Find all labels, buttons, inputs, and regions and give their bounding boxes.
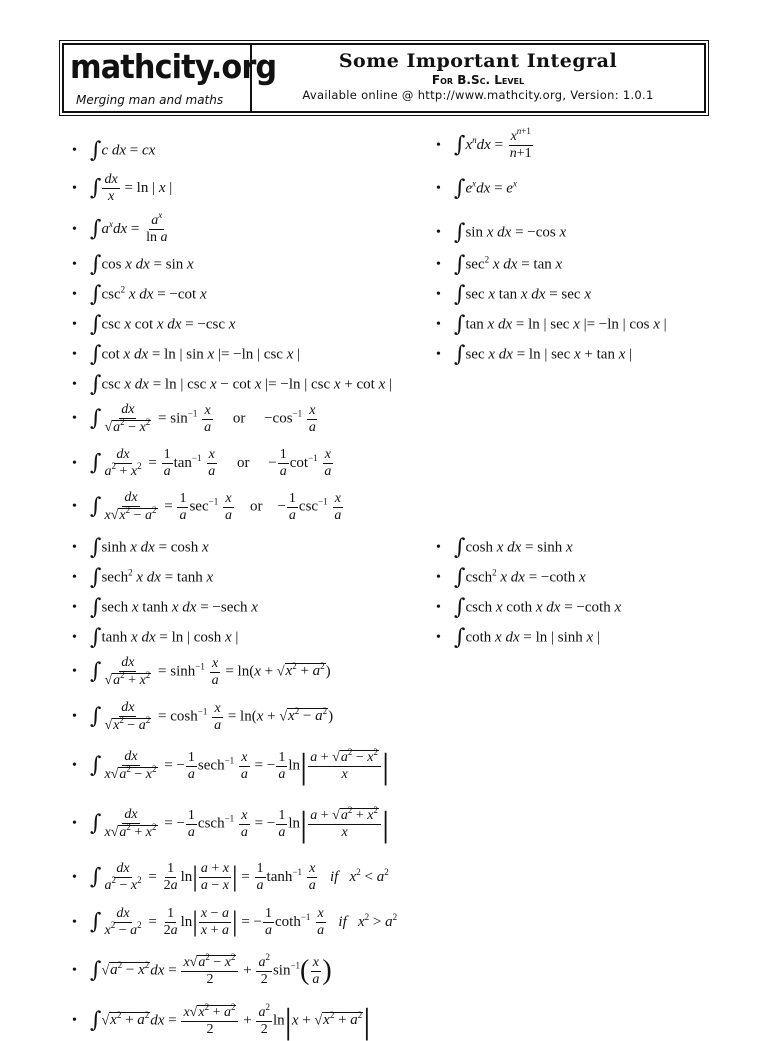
document-header <box>62 43 706 113</box>
formula-item: • ∫coth x dx = ln | sinh x | <box>436 625 600 650</box>
formula-item: • ∫cos x dx = sin x <box>72 252 194 277</box>
title-box <box>252 45 704 111</box>
formula-item: • ∫sech$^2$ x dx = tanh x <box>72 565 214 590</box>
formula-item: • ∫ $\frac{dx}{a^2 + x^2}$ = $\frac{1}{a}$ $\tan^{-1}$ $\frac{x}{a}$ or − $\frac{1}{a}$ $\cot^{-1}$ $\frac{x}{a}$ <box>72 447 332 479</box>
formula-item: • ∫cot x dx = ln | sin x |= −ln | csc x | <box>72 342 301 367</box>
formula-item: • ∫c dx = cx <box>72 138 156 163</box>
formula-item: • ∫csch x coth x dx = −coth x <box>436 595 622 620</box>
formula-item: • ∫ $\frac{dx}{x^2 - a^2}$ = $\frac{1}{2a}$ ln| $\frac{x - a}{x + a}$ | = − $\frac{1}{a}$ coth$^{-1}$ $\frac{x}{a}$ if $x^2 > a^2$ <box>72 906 398 938</box>
formula-item: • ∫sec x tan x dx = sec x <box>436 282 591 307</box>
formula-item: • ∫ $\frac{dx}{√x^2 - a^2}$ = $\cosh^{-1}$ $\frac{x}{a}$ = $\ln(x + √x^2 - a^2)$ <box>72 700 334 733</box>
formula-item: • ∫ $\frac{dx}{x√a^2 + x^2}$ = − $\frac{1}{a}$ csch$^{-1}$ $\frac{x}{a}$ = − $\frac{1}{a}$ ln| $\frac{a + √a^2 + x^2}{x}$ | <box>72 803 390 844</box>
formula-item: • $\int a^xdx$ = $\frac{a^x}{\text{ln a}}$ <box>72 210 168 245</box>
site-logo: mathcity.org <box>70 47 277 86</box>
formula-item: • ∫ $\frac{dx}{a^2 - x^2}$ = $\frac{1}{2a}$ ln| $\frac{a + x}{a - x}$ | = $\frac{1}{a}$ $\tanh^{-1}$ $\frac{x}{a}$ if $x^2 < a^2$ <box>72 861 389 893</box>
formula-item: • ∫ $\frac{dx}{√a^2 + x^2}$ = $\sinh^{-1}$ $\frac{x}{a}$ = $\ln(x + √x^2 + a^2)$ <box>72 655 331 688</box>
formula-item: • ∫csc x cot x dx = −csc x <box>72 312 236 337</box>
formula-item: • ∫sin x dx = −cos x <box>436 220 567 245</box>
formula-item: • ∫sinh x dx = cosh x <box>72 535 209 560</box>
tagline: Merging man and maths <box>76 93 224 107</box>
formula-item: • ∫csc x dx = ln | csc x − cot x |= −ln | csc x + cot x | <box>72 372 393 397</box>
formula-item: • $\int√x^2 + a^2dx$ = $\frac{x√x^2 + a^2}{2}$ + $\frac{a^2}{2}$ $\ln|x + √x^2 + a^2|$ <box>72 1000 371 1041</box>
document-title: Some Important Integral <box>338 50 618 72</box>
formula-item: • ∫sec x dx = ln | sec x + tan x | <box>436 342 633 367</box>
formula-item: • ∫ $\frac{dx}{x}$ = ln | x | <box>72 172 173 204</box>
formula-item: • $\int\sec^2$ x dx = tan x <box>436 252 563 277</box>
formula-item: • $\int x^ndx$ = $\frac{x^{n+1}}{n+1}$ <box>436 126 532 161</box>
formula-item: • ∫cosh x dx = sinh x <box>436 535 573 560</box>
logo-box <box>64 45 277 111</box>
formula-item: • ∫ $\frac{dx}{x√a^2 - x^2}$ = − $\frac{1}{a}$ sech$^{-1}$ $\frac{x}{a}$ = − $\frac{1}{a}$ ln| $\frac{a + √a^2 - x^2}{x}$ | <box>72 745 390 786</box>
availability-note: Available online @ http://www.mathcity.org, Version: 1.0.1 <box>302 88 654 102</box>
formula-item: • $\int√a^2 - x^2dx$ = $\frac{x√a^2 - x^2}{2}$ + $\frac{a^2}{2}$ $\sin^{-1}$( $\frac{x}{a}$ ) <box>72 951 332 987</box>
formula-item: • ∫ $\frac{dx}{x√x^2 - a^2}$ = $\frac{1}{a}$ $\sec^{-1}$ $\frac{x}{a}$ or − $\frac{1}{a}$ $\csc^{-1}$ $\frac{x}{a}$ <box>72 490 342 523</box>
formula-item: • ∫tanh x dx = ln | cosh x | <box>72 625 239 650</box>
formula-item: • ∫ $\frac{dx}{√a^2 - x^2}$ = $\sin^{-1}$ $\frac{x}{a}$ or $-\cos^{-1}$ $\frac{x}{a}$ <box>72 402 316 435</box>
formula-item: • ∫csch$^2$ x dx = −coth x <box>436 565 586 590</box>
formula-item: • ∫tan x dx = ln | sec x |= −ln | cos x | <box>436 312 667 337</box>
formula-item: • ∫sech x tanh x dx = −sech x <box>72 595 258 620</box>
document-subtitle: For B.Sc. Level <box>431 73 525 87</box>
formula-item: • $\int\csc^2$ x dx = −cot x <box>72 282 207 307</box>
formula-item: • $\int e^xdx = e^x$ <box>436 176 517 201</box>
